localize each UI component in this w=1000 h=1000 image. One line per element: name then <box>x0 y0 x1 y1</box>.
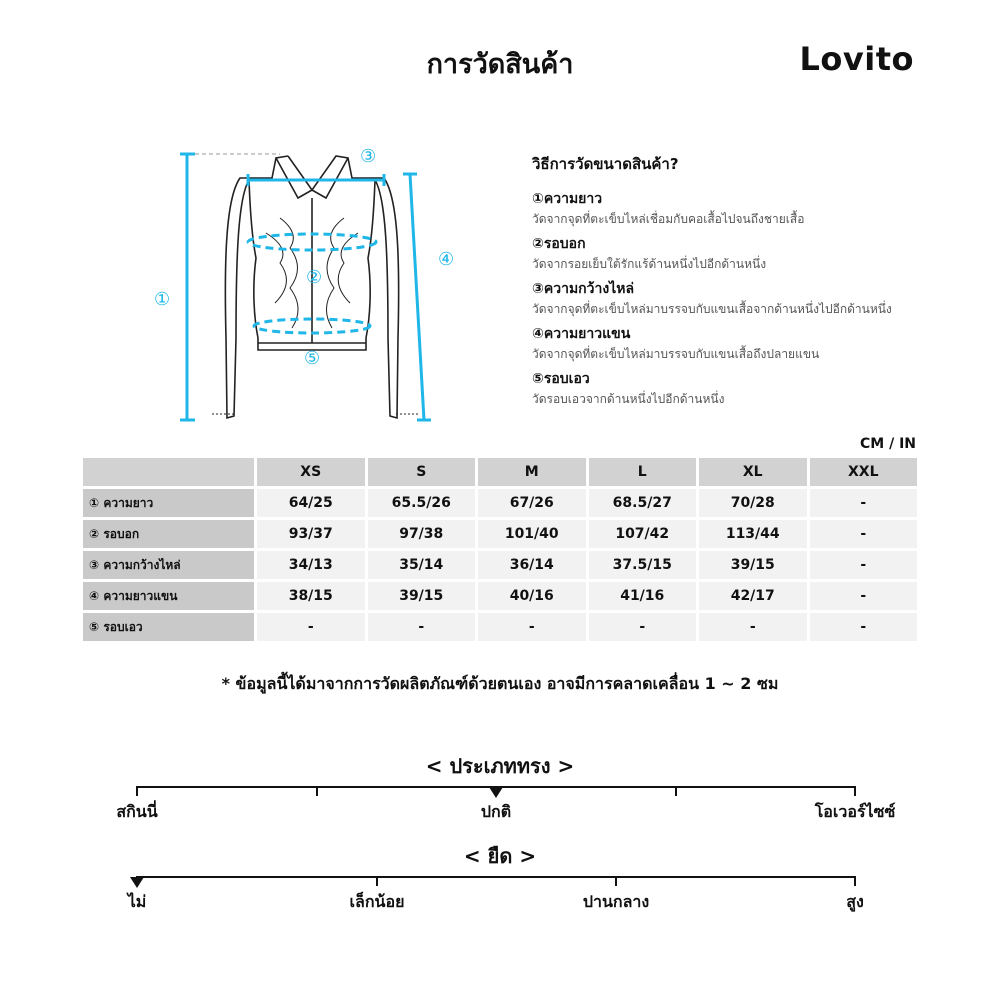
table-cell: - <box>589 613 697 641</box>
how-to-item <box>532 233 972 274</box>
row-label: ⑤ รอบเอว <box>83 613 254 641</box>
how-to-measure <box>532 152 972 413</box>
how-to-item-title: ②รอบอก <box>532 236 586 252</box>
scale-tick <box>854 876 856 886</box>
table-cell: - <box>257 613 365 641</box>
how-to-item <box>532 188 972 229</box>
table-cell: 34/13 <box>257 551 365 579</box>
fit-marker <box>489 787 503 798</box>
table-cell: 93/37 <box>257 520 365 548</box>
table-cell: 64/25 <box>257 489 365 517</box>
stretch-marker <box>130 877 144 888</box>
table-cell: 35/14 <box>368 551 476 579</box>
table-cell: - <box>810 520 918 548</box>
row-label: ① ความยาว <box>83 489 254 517</box>
table-header-row <box>83 458 917 486</box>
size-header: XS <box>257 458 365 486</box>
how-to-item-desc: วัดจากจุดที่ตะเข็บไหล่มาบรรจบกับแขนเสื้อถึงปลายแขน <box>532 347 820 361</box>
table-cell: 39/15 <box>699 551 807 579</box>
table-row <box>83 520 917 548</box>
table-cell: - <box>810 489 918 517</box>
scale-tick <box>675 786 677 796</box>
table-cell: 65.5/26 <box>368 489 476 517</box>
table-cell: 70/28 <box>699 489 807 517</box>
marker-waist: ⑤ <box>304 348 321 369</box>
size-header: XXL <box>810 458 918 486</box>
marker-sleeve: ④ <box>438 249 455 270</box>
how-to-item-desc: วัดจากจุดที่ตะเข็บไหล่มาบรรจบกับแขนเสื้อจากด้านหนึ่งไปอีกด้านหนึ่ง <box>532 302 892 316</box>
stretch-label-slight: เล็กน้อย <box>349 892 405 911</box>
size-header: L <box>589 458 697 486</box>
table-cell: - <box>810 613 918 641</box>
table-cell: 113/44 <box>699 520 807 548</box>
how-to-item <box>532 278 972 319</box>
scale-tick <box>136 786 138 796</box>
marker-shoulder: ③ <box>360 146 377 167</box>
how-to-item <box>532 323 972 364</box>
table-cell: 40/16 <box>478 582 586 610</box>
table-cell: 41/16 <box>589 582 697 610</box>
how-to-item-desc: วัดจากรอยเย็บใต้รักแร้ด้านหนึ่งไปอีกด้านหนึ่ง <box>532 257 767 271</box>
table-cell: 39/15 <box>368 582 476 610</box>
stretch-scale-title: < ยืด > <box>463 844 537 868</box>
how-to-item-title: ④ความยาวแขน <box>532 326 631 342</box>
size-header: S <box>368 458 476 486</box>
size-header: XL <box>699 458 807 486</box>
marker-length: ① <box>154 289 171 310</box>
stretch-label-medium: ปานกลาง <box>582 892 650 911</box>
sleeve-guide <box>410 174 424 420</box>
table-cell: - <box>699 613 807 641</box>
table-row <box>83 551 917 579</box>
table-cell: 107/42 <box>589 520 697 548</box>
stretch-label-high: สูง <box>846 892 864 911</box>
how-to-item-title: ①ความยาว <box>532 191 603 207</box>
garment-diagram <box>140 138 480 438</box>
scale-tick <box>854 786 856 796</box>
row-label: ③ ความกว้างไหล่ <box>83 551 254 579</box>
table-row <box>83 489 917 517</box>
how-to-heading: วิธีการวัดขนาดสินค้า? <box>532 155 679 173</box>
table-cell: 42/17 <box>699 582 807 610</box>
table-row <box>83 613 917 641</box>
table-cell: - <box>478 613 586 641</box>
table-corner <box>83 458 254 486</box>
table-cell: 67/26 <box>478 489 586 517</box>
size-header: M <box>478 458 586 486</box>
size-table <box>80 455 920 644</box>
table-cell: 37.5/15 <box>589 551 697 579</box>
table-cell: - <box>810 551 918 579</box>
how-to-item-title: ③ความกว้างไหล่ <box>532 281 635 297</box>
fit-label-oversize: โอเวอร์ไซซ์ <box>814 802 896 821</box>
marker-chest: ② <box>306 267 323 288</box>
table-row <box>83 582 917 610</box>
stretch-scale-line <box>137 876 855 878</box>
table-cell: 101/40 <box>478 520 586 548</box>
table-cell: - <box>810 582 918 610</box>
measurement-note: * ข้อมูลนี้ได้มาจากการวัดผลิตภัณฑ์ด้วยตนเอง อาจมีการคลาดเคลื่อน 1 ~ 2 ซม <box>221 674 779 693</box>
page-title: การวัดสินค้า <box>426 49 574 80</box>
table-cell: 97/38 <box>368 520 476 548</box>
how-to-item-desc: วัดรอบเอวจากด้านหนึ่งไปอีกด้านหนึ่ง <box>532 392 725 406</box>
row-label: ④ ความยาวแขน <box>83 582 254 610</box>
how-to-item-title: ⑤รอบเอว <box>532 371 590 387</box>
table-cell: 36/14 <box>478 551 586 579</box>
fit-scale-title: < ประเภททรง > <box>425 754 575 778</box>
how-to-item <box>532 368 972 409</box>
table-cell: 38/15 <box>257 582 365 610</box>
unit-label: CM / IN <box>860 436 916 452</box>
how-to-item-desc: วัดจากจุดที่ตะเข็บไหล่เชื่อมกับคอเสื้อไปจนถึงชายเสื้อ <box>532 212 805 226</box>
fit-label-skinny: สกินนี่ <box>116 802 158 821</box>
stretch-label-none: ไม่ <box>127 892 147 911</box>
table-cell: - <box>368 613 476 641</box>
fit-label-regular: ปกติ <box>480 802 512 821</box>
row-label: ② รอบอก <box>83 520 254 548</box>
brand-logo: Lovito <box>799 40 914 78</box>
scale-tick <box>615 876 617 886</box>
scale-tick <box>316 786 318 796</box>
scale-tick <box>376 876 378 886</box>
table-cell: 68.5/27 <box>589 489 697 517</box>
